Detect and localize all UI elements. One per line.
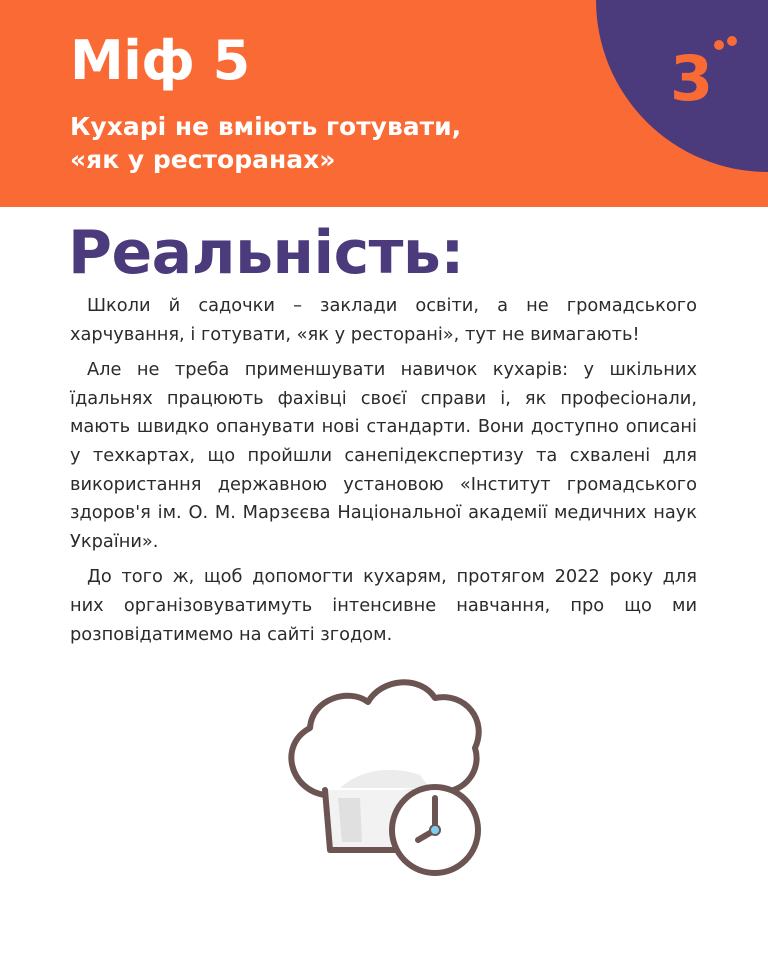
- myth-title: Міф 5: [70, 29, 250, 92]
- myth-subtitle-line1: Кухарі не вміють готувати,: [70, 112, 462, 141]
- myth-subtitle: [70, 110, 570, 176]
- paragraph-3: До того ж, щоб допомогти кухарям, протягом 2022 року для них організовуватимуть інтенсивне навчання, про що ми розповідатимемо на сайті згодом.: [70, 566, 697, 645]
- brand-logo: [660, 32, 750, 112]
- chef-hat-clock-illustration: [270, 670, 500, 890]
- reality-heading: Реальність:: [68, 218, 464, 288]
- clock-icon: [392, 787, 478, 873]
- header-banner: [0, 0, 768, 207]
- myth-subtitle-line2: «як у ресторанах»: [70, 145, 336, 174]
- paragraph-2: Але не треба применшувати навичок кухарів: у шкільних їдальнях працюють фахівці своєї справи і, як професіонали, мають швидко опанувати нові стандарти. Вони доступно описані у техкартах, що пройшли санепідекспертизу та схвалені для використання державною установою «Інститут громадського здоров'я ім. О. М. Марзєєва Національної академії медичних наук України».: [70, 359, 697, 552]
- brand-logo-dot-left: [714, 40, 724, 50]
- brand-logo-digit: 3: [670, 42, 714, 112]
- paragraph-1: Школи й садочки – заклади освіти, а не громадського харчування, і готувати, «як у ресторані», тут не вимагають!: [70, 295, 697, 345]
- body-text: [70, 292, 697, 656]
- brand-logo-dot-right: [727, 36, 737, 46]
